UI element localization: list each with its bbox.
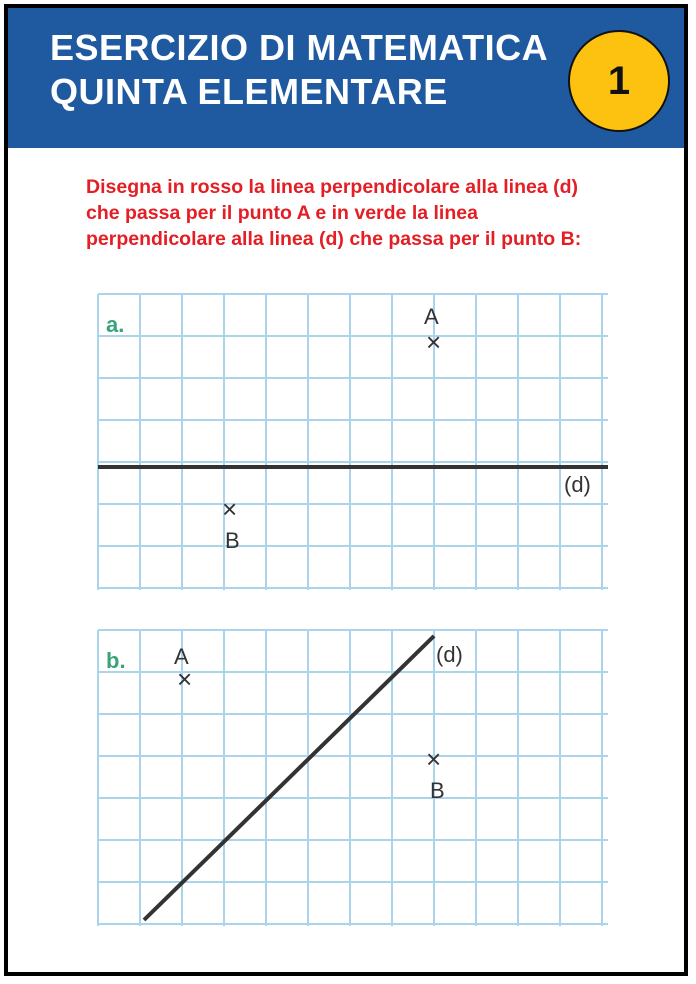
exercise-b-label: b. (106, 648, 126, 673)
grid-lines (98, 294, 608, 590)
exercise-a-label: a. (106, 312, 125, 337)
title-line-2: QUINTA ELEMENTARE (50, 71, 448, 112)
header-banner (8, 8, 684, 148)
point-b-marker: × (426, 744, 442, 774)
exercise-number-badge: 1 (568, 30, 670, 132)
worksheet-page (4, 4, 688, 976)
instruction-line-3: perpendicolare alla linea (d) che passa per il punto B: (86, 228, 582, 250)
exercise-b-grid (96, 628, 616, 932)
line-d-label: (d) (436, 642, 463, 667)
title-line-1: ESERCIZIO DI MATEMATICA (50, 27, 549, 68)
point-b-label: B (430, 778, 445, 803)
instruction-text (86, 174, 686, 252)
line-d-label: (d) (564, 472, 591, 497)
point-a-label: A (424, 304, 439, 329)
point-a-marker: × (426, 327, 442, 357)
point-a-label: A (174, 644, 189, 669)
instruction-line-2: che passa per il punto A e in verde la linea (86, 202, 478, 224)
point-a-marker: × (177, 664, 193, 694)
grid-lines (98, 630, 608, 926)
worksheet-title (50, 26, 610, 114)
point-b-marker: × (222, 494, 238, 524)
instruction-line-1: Disegna in rosso la linea perpendicolare alla linea (d) (86, 176, 578, 198)
exercise-a-grid (96, 292, 616, 596)
point-b-label: B (225, 528, 240, 553)
